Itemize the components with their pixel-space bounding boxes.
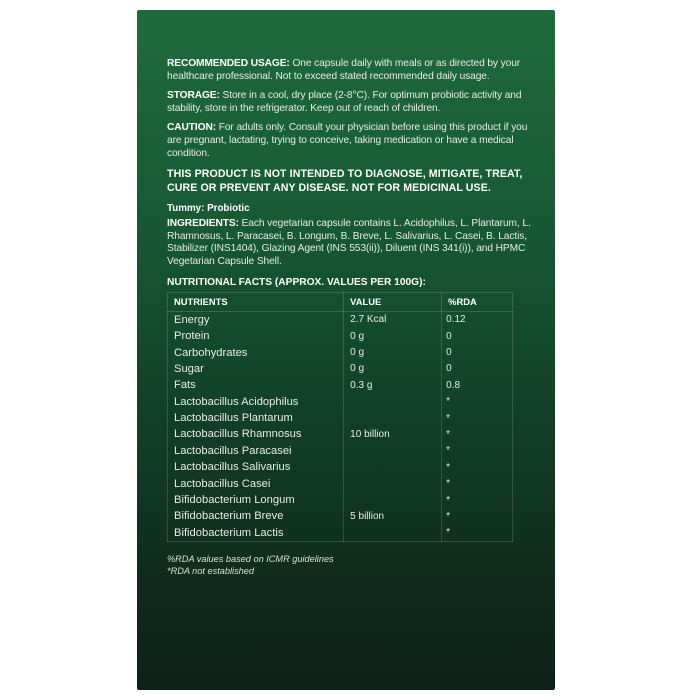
- nutrient-rda: 0: [442, 361, 513, 377]
- table-row: [168, 410, 513, 426]
- nutrient-value: 0 g: [344, 328, 442, 344]
- nutrient-value: [344, 459, 442, 475]
- nutrient-name: Energy: [168, 311, 344, 328]
- ingredients: [167, 218, 539, 268]
- table-row: [168, 459, 513, 475]
- nutrient-rda: *: [442, 525, 513, 542]
- nutrient-value: [344, 393, 442, 409]
- nutrient-name: Sugar: [168, 361, 344, 377]
- product-label-panel: [137, 10, 555, 690]
- nutrient-name: Bifidobacterium Lactis: [168, 525, 344, 542]
- storage: [167, 90, 539, 115]
- ingredients-text: Each vegetarian capsule contains L. Acidophilus, L. Plantarum, L. Rhamnosus, L. Paracasei, B. Longum, B. Breve, L. Salivarius, L. Casei, B. Lactis, Stabilizer (INS1404), Glazing Agent (INS 553(ii)), Diluent (INS 341(i)), and HPMC Vegetarian Capsule Shell.: [167, 218, 531, 267]
- footnote-rda-basis: %RDA values based on ICMR guidelines: [167, 554, 334, 564]
- caution-label: CAUTION:: [167, 122, 216, 134]
- label-content: [167, 58, 539, 577]
- nutrient-name: Lactobacillus Plantarum: [168, 410, 344, 426]
- caution-text: For adults only. Consult your physician before using this product if you are pregnant, lactating, trying to conceive, taking medication or have a medical condition.: [167, 122, 528, 159]
- nutrient-value: [344, 443, 442, 459]
- nutrient-value: 5 billion: [344, 508, 442, 524]
- nutrient-rda: *: [442, 492, 513, 508]
- nutrition-table: [167, 292, 513, 542]
- storage-label: STORAGE:: [167, 90, 220, 102]
- storage-text: Store in a cool, dry place (2-8°C). For optimum probiotic activity and stability, store in the refrigerator. Keep out of reach of children.: [167, 90, 522, 114]
- nutrient-rda: 0: [442, 328, 513, 344]
- table-row: [168, 508, 513, 524]
- nutrient-value: [344, 525, 442, 542]
- table-row: [168, 311, 513, 328]
- nutrient-value: 0 g: [344, 361, 442, 377]
- nutrient-rda: *: [442, 459, 513, 475]
- table-row: [168, 393, 513, 409]
- nutrient-name: Carbohydrates: [168, 344, 344, 360]
- table-row: [168, 525, 513, 542]
- header-rda: %RDA: [442, 292, 513, 311]
- footnote-rda-not-established: *RDA not established: [167, 566, 254, 576]
- nutrient-value: 2.7 Kcal: [344, 311, 442, 328]
- recommended-usage-label: RECOMMENDED USAGE:: [167, 58, 290, 69]
- nutrient-name: Protein: [168, 328, 344, 344]
- nutrient-value: 0.3 g: [344, 377, 442, 393]
- disclaimer: THIS PRODUCT IS NOT INTENDED TO DIAGNOSE, MITIGATE, TREAT, CURE OR PREVENT ANY DISEASE. NOT FOR MEDICINAL USE.: [167, 168, 523, 195]
- nutrient-name: Lactobacillus Acidophilus: [168, 393, 344, 409]
- nutrient-rda: 0.8: [442, 377, 513, 393]
- header-value: VALUE: [344, 292, 442, 311]
- nutrition-rows: [168, 311, 513, 541]
- product-type: Tummy: Probiotic: [167, 203, 250, 215]
- nutrient-rda: *: [442, 508, 513, 524]
- table-row: [168, 492, 513, 508]
- nutrient-rda: 0.12: [442, 311, 513, 328]
- nutrient-name: Fats: [168, 377, 344, 393]
- nutrient-name: Lactobacillus Casei: [168, 475, 344, 491]
- nutrient-rda: *: [442, 410, 513, 426]
- nutrition-heading: NUTRITIONAL FACTS (APPROX. VALUES PER 100G):: [167, 276, 426, 288]
- recommended-usage: [167, 58, 539, 83]
- nutrient-rda: *: [442, 426, 513, 442]
- table-row: [168, 361, 513, 377]
- nutrient-name: Lactobacillus Salivarius: [168, 459, 344, 475]
- nutrition-header-row: [168, 292, 513, 311]
- ingredients-label: INGREDIENTS:: [167, 218, 239, 230]
- nutrient-name: Bifidobacterium Longum: [168, 492, 344, 508]
- nutrient-value: 0 g: [344, 344, 442, 360]
- nutrient-name: Lactobacillus Paracasei: [168, 443, 344, 459]
- footnotes: [167, 553, 539, 577]
- table-row: [168, 475, 513, 491]
- caution: [167, 122, 539, 160]
- table-row: [168, 328, 513, 344]
- nutrient-value: [344, 475, 442, 491]
- recommended-usage-text: One capsule daily with meals or as directed by your healthcare professional. Not to exceed stated recommended daily usage.: [167, 58, 521, 82]
- nutrient-value: 10 billion: [344, 426, 442, 442]
- nutrient-name: Lactobacillus Rhamnosus: [168, 426, 344, 442]
- nutrient-rda: *: [442, 475, 513, 491]
- nutrient-value: [344, 410, 442, 426]
- table-row: [168, 377, 513, 393]
- nutrient-rda: *: [442, 393, 513, 409]
- nutrient-name: Bifidobacterium Breve: [168, 508, 344, 524]
- nutrient-rda: *: [442, 443, 513, 459]
- header-nutrients: NUTRIENTS: [168, 292, 344, 311]
- nutrient-rda: 0: [442, 344, 513, 360]
- table-row: [168, 443, 513, 459]
- table-row: [168, 426, 513, 442]
- table-row: [168, 344, 513, 360]
- nutrient-value: [344, 492, 442, 508]
